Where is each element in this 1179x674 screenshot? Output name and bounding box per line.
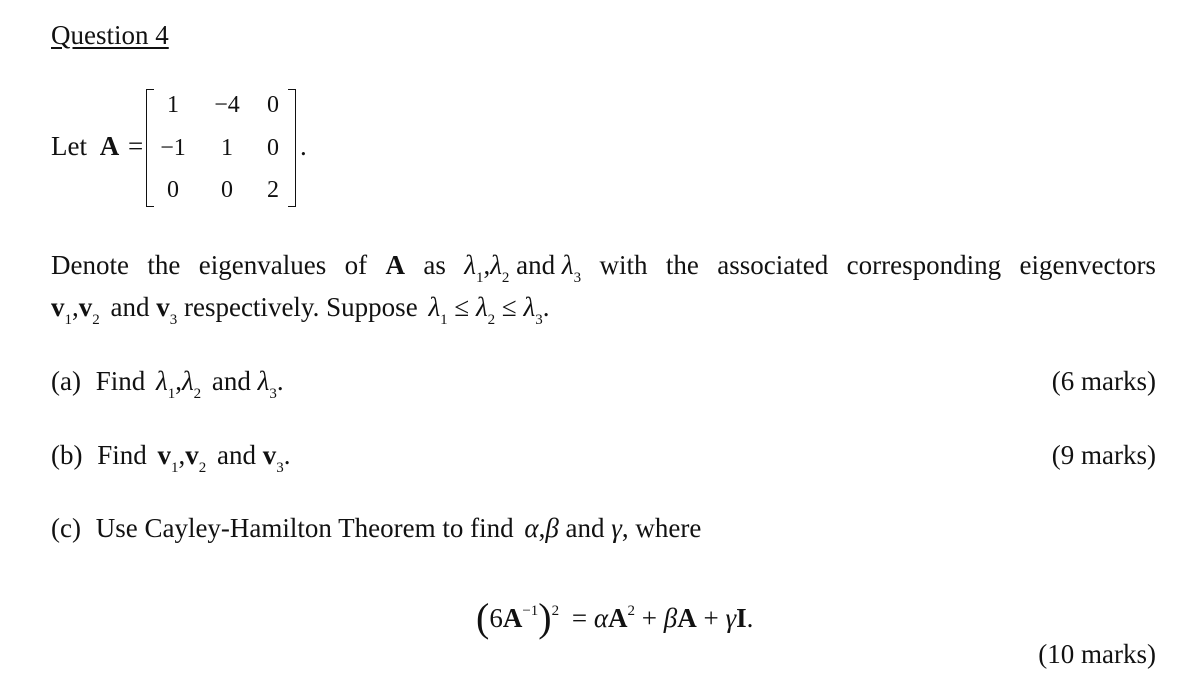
question-title: Question 4 <box>51 20 169 50</box>
matrix-cell: 2 <box>267 177 279 203</box>
part-label: (c) <box>51 513 81 543</box>
paragraph-line-2: $v_1,v_2$ and $v_3$ respectively. Suppose $\lambda_1 \le \lambda_2 \le \lambda_3$. <box>51 292 550 328</box>
matrix-cell: 0 <box>267 135 279 161</box>
eigenvalue-list: $\lambda_1,\lambda_2$ and $\lambda_3$ <box>464 250 582 286</box>
marks-a: (6 marks) <box>1051 366 1156 396</box>
equals-sign: = <box>127 131 144 161</box>
paragraph-line-1 <box>51 250 1156 286</box>
matrix-symbol: A <box>99 131 120 161</box>
word: eigenvectors <box>1019 250 1156 280</box>
word: of <box>344 250 368 280</box>
word: corresponding <box>846 250 1002 280</box>
part-label: (b) <box>51 440 83 470</box>
marks-c: (10 marks) <box>1038 639 1156 669</box>
matrix-cell: 1 <box>167 92 179 118</box>
matrix-period: . <box>300 131 307 161</box>
cayley-hamilton-equation: $(6A^{-1})^2 = \alpha A^2 + \beta A + \gamma I$. <box>476 595 754 640</box>
word: eigenvalues <box>198 250 327 280</box>
word: the <box>665 250 699 280</box>
part-a: (a) Find $\lambda_1,\lambda_2$ and $\lambda_3$. <box>51 366 284 402</box>
matrix-cell: 1 <box>221 135 233 161</box>
part-label: (a) <box>51 366 81 396</box>
part-b: (b) Find $v_1,v_2$ and $v_3$. <box>51 440 291 476</box>
matrix-symbol: A <box>385 250 405 280</box>
word: the <box>147 250 181 280</box>
word: as <box>423 250 446 280</box>
word: associated <box>717 250 829 280</box>
marks-b: (9 marks) <box>1051 440 1156 470</box>
let-word: Let <box>51 131 87 161</box>
matrix-cell: 0 <box>267 92 279 118</box>
matrix-cell: −1 <box>160 135 186 161</box>
matrix-cell: −4 <box>214 92 240 118</box>
matrix-definition <box>51 133 143 160</box>
matrix-A <box>146 89 296 207</box>
matrix-cell: 0 <box>221 177 233 203</box>
word: with <box>599 250 648 280</box>
matrix-cell: 0 <box>167 177 179 203</box>
word: Denote <box>51 250 129 280</box>
part-c: (c) Use Cayley-Hamilton Theorem to find α,β and γ, where <box>51 513 702 543</box>
